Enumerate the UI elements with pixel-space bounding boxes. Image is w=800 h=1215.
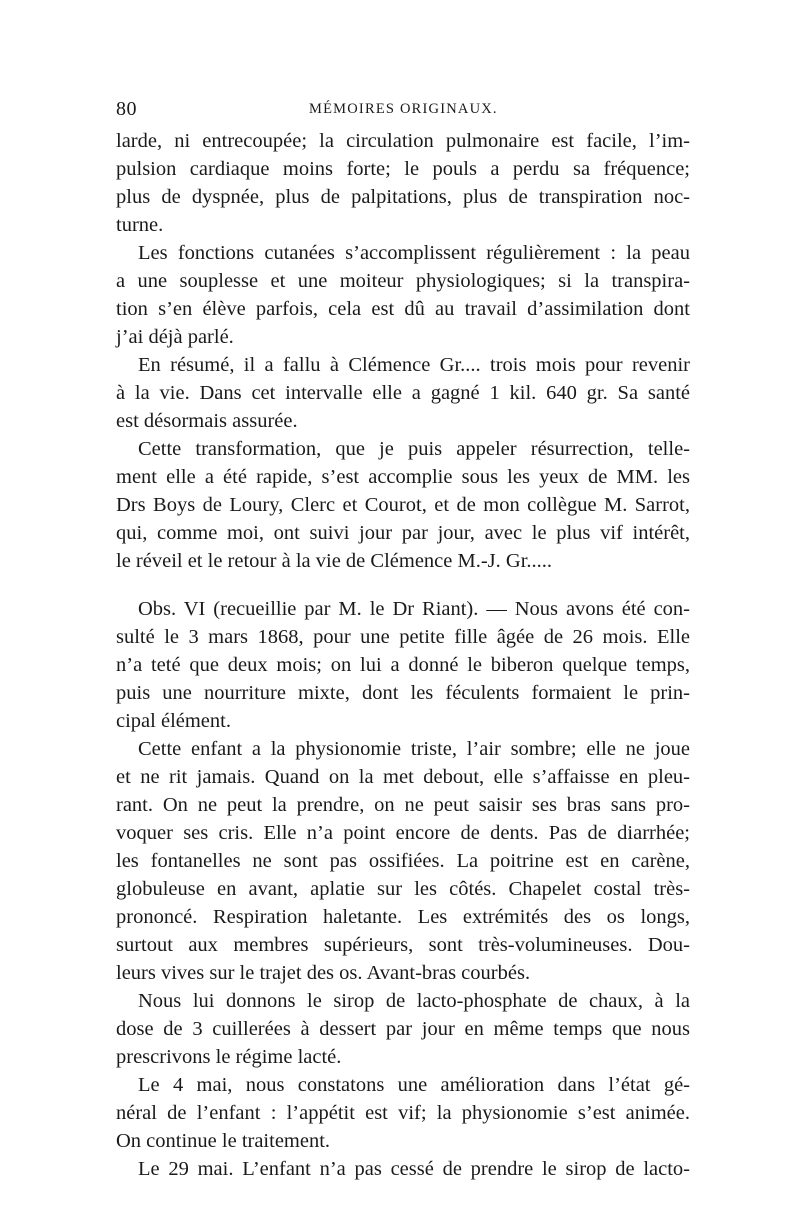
- text-line: puis une nourriture mixte, dont les féculents formaient le prin-: [116, 682, 690, 704]
- text-line: turne.: [116, 214, 164, 236]
- text-line: tion s’en élève parfois, cela est dû au travail d’assimilation dont: [116, 298, 690, 320]
- text-line: surtout aux membres supérieurs, sont très-volumineuses. Dou-: [116, 934, 690, 956]
- text-line: les fontanelles ne sont pas ossifiées. La poitrine est en carène,: [116, 850, 690, 872]
- text-line: leurs vives sur le trajet des os. Avant-bras courbés.: [116, 962, 531, 984]
- text-line: larde, ni entrecoupée; la circulation pulmonaire est facile, l’im-: [116, 130, 690, 152]
- text-line: Nous lui donnons le sirop de lacto-phosphate de chaux, à la: [138, 990, 690, 1012]
- text-line: Drs Boys de Loury, Clerc et Courot, et de mon collègue M. Sarrot,: [116, 494, 690, 516]
- text-line: plus de dyspnée, plus de palpitations, plus de transpiration noc-: [116, 186, 690, 208]
- text-line: voquer ses cris. Elle n’a point encore de dents. Pas de diarrhée;: [116, 822, 690, 844]
- text-line: à la vie. Dans cet intervalle elle a gagné 1 kil. 640 gr. Sa santé: [116, 382, 690, 404]
- page-number: 80: [116, 98, 137, 120]
- text-line: prononcé. Respiration haletante. Les extrémités des os longs,: [116, 906, 690, 928]
- text-line: Obs. VI (recueillie par M. le Dr Riant). — Nous avons été con-: [138, 598, 690, 620]
- text-line: sulté le 3 mars 1868, pour une petite fille âgée de 26 mois. Elle: [116, 626, 690, 648]
- text-line: Les fonctions cutanées s’accomplissent régulièrement : la peau: [138, 242, 690, 264]
- text-line: est désormais assurée.: [116, 410, 298, 432]
- text-line: qui, comme moi, ont suivi jour par jour, avec le plus vif intérêt,: [116, 522, 690, 544]
- text-line: Le 4 mai, nous constatons une amélioration dans l’état gé-: [138, 1074, 690, 1096]
- text-line: En résumé, il a fallu à Clémence Gr.... trois mois pour revenir: [138, 354, 690, 376]
- text-line: a une souplesse et une moiteur physiologiques; si la transpira-: [116, 270, 690, 292]
- text-line: Cette transformation, que je puis appeler résurrection, telle-: [138, 438, 690, 460]
- text-line: pulsion cardiaque moins forte; le pouls a perdu sa fréquence;: [116, 158, 690, 180]
- text-line: globuleuse en avant, aplatie sur les côtés. Chapelet costal très-: [116, 878, 690, 900]
- page-header: [116, 98, 690, 122]
- text-line: prescrivons le régime lacté.: [116, 1046, 342, 1068]
- text-line: On continue le traitement.: [116, 1130, 331, 1152]
- text-line: et ne rit jamais. Quand on la met debout, elle s’affaisse en pleu-: [116, 766, 690, 788]
- text-line: dose de 3 cuillerées à dessert par jour en même temps que nous: [116, 1018, 690, 1040]
- text-line: j’ai déjà parlé.: [116, 326, 234, 348]
- text-line: n’a teté que deux mois; on lui a donné le biberon quelque temps,: [116, 654, 690, 676]
- text-line: Cette enfant a la physionomie triste, l’air sombre; elle ne joue: [138, 738, 690, 760]
- text-line: cipal élément.: [116, 710, 231, 732]
- running-title: MÉMOIRES ORIGINAUX.: [309, 101, 498, 117]
- text-line: néral de l’enfant : l’appétit est vif; la physionomie s’est animée.: [116, 1102, 690, 1124]
- text-line: le réveil et le retour à la vie de Clémence M.-J. Gr.....: [116, 550, 553, 572]
- text-line: rant. On ne peut la prendre, on ne peut saisir ses bras sans pro-: [116, 794, 690, 816]
- text-line: Le 29 mai. L’enfant n’a pas cessé de prendre le sirop de lacto-: [138, 1158, 690, 1180]
- text-line: ment elle a été rapide, s’est accomplie sous les yeux de MM. les: [116, 466, 690, 488]
